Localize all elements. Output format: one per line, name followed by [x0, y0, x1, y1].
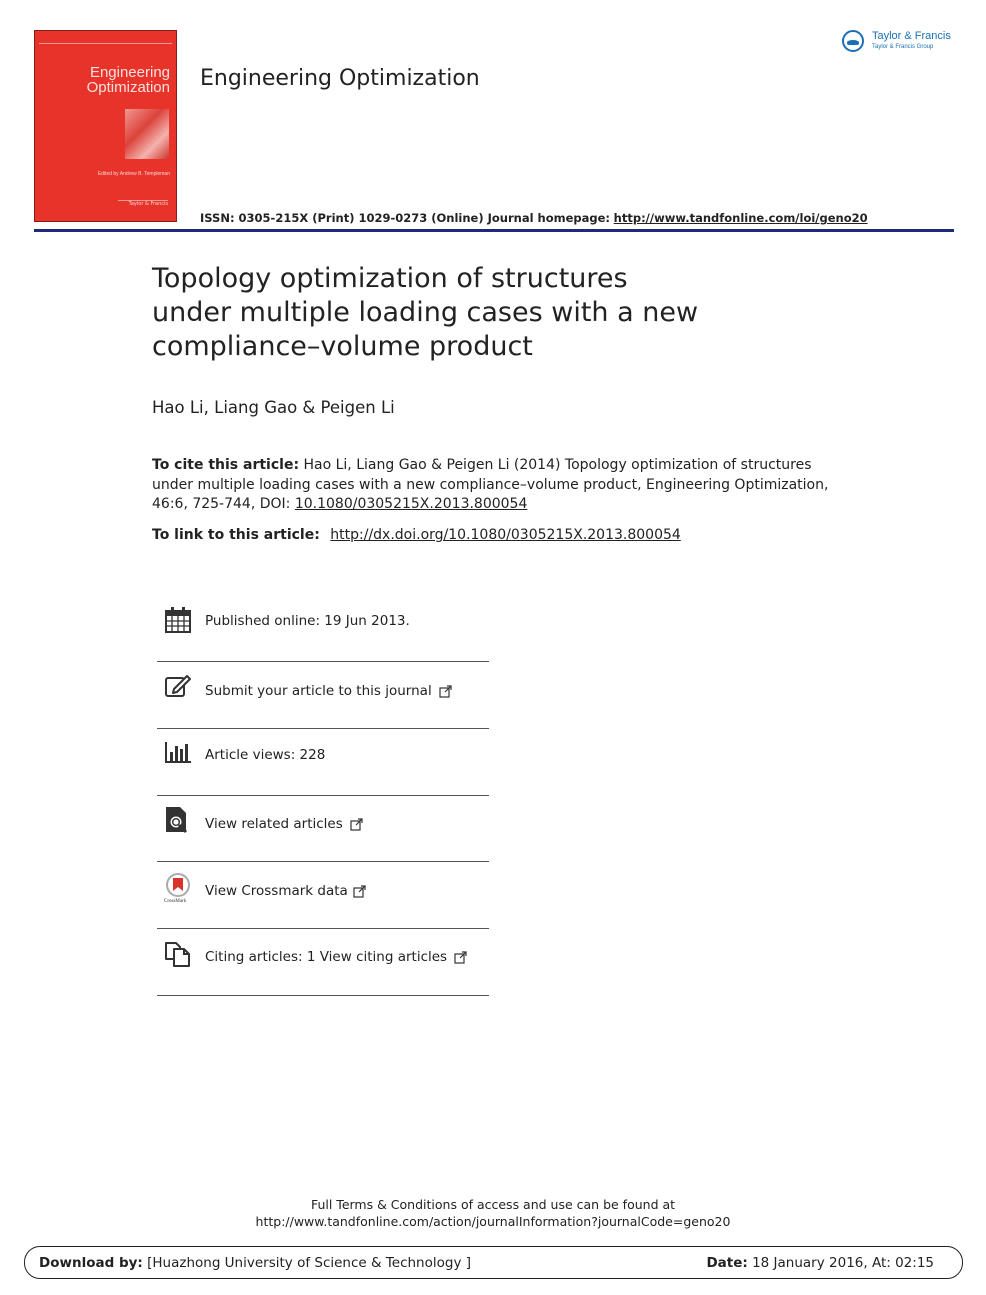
cover-top-bar: [39, 35, 172, 44]
cover-publisher-mark: Taylor & Francis: [118, 200, 168, 211]
citing-documents-icon: [164, 939, 192, 967]
download-by-label: Download by:: [39, 1255, 143, 1271]
article-title: [152, 262, 772, 364]
related-articles-row[interactable]: [157, 806, 489, 846]
taylor-francis-logo[interactable]: [842, 28, 962, 56]
cover-artwork: [125, 109, 169, 159]
citing-articles-row[interactable]: [157, 939, 489, 979]
cover-title: [45, 65, 170, 95]
edit-icon: [164, 672, 192, 700]
article-doi-link[interactable]: http://dx.doi.org/10.1080/0305215X.2013.800054: [330, 527, 681, 543]
citing-articles-label: Citing articles: 1 View citing articles: [205, 949, 448, 965]
publisher-name: Taylor & Francis: [872, 30, 951, 42]
submit-article-label: Submit your article to this journal: [205, 683, 432, 699]
header-divider: [34, 229, 954, 232]
publisher-subtitle: Taylor & Francis Group: [872, 44, 934, 50]
download-by-value: [Huazhong University of Science & Technology ]: [147, 1255, 471, 1271]
terms-and-conditions: [0, 1196, 986, 1230]
article-views-row: [157, 738, 489, 778]
crossmark-icon-label: CrossMark: [164, 899, 187, 904]
article-title-line3: compliance–volume product: [152, 331, 533, 362]
download-date-value: 18 January 2016, At: 02:15: [752, 1255, 934, 1271]
crossmark-row[interactable]: [157, 873, 489, 913]
bar-chart-icon: [164, 738, 192, 766]
related-articles-label: View related articles: [205, 816, 343, 832]
external-link-icon: [350, 818, 363, 831]
link-label: To link to this article:: [152, 527, 320, 543]
published-online-row: [157, 606, 489, 646]
download-date: [706, 1255, 934, 1271]
submit-article-link[interactable]: [205, 683, 452, 699]
cover-title-line2: Optimization: [86, 79, 170, 96]
external-link-icon: [439, 685, 452, 698]
cite-doi-link[interactable]: 10.1080/0305215X.2013.800054: [294, 496, 528, 512]
published-online-text: Published online: 19 Jun 2013.: [205, 613, 410, 629]
info-divider: [157, 728, 489, 729]
journal-homepage-link[interactable]: http://www.tandfonline.com/loi/geno20: [613, 211, 868, 225]
document-search-icon: [164, 806, 192, 834]
download-date-label: Date:: [706, 1255, 748, 1271]
info-divider: [157, 795, 489, 796]
info-divider: [157, 661, 489, 662]
citing-articles-link[interactable]: [205, 949, 467, 965]
external-link-icon: [353, 885, 366, 898]
terms-line1: Full Terms & Conditions of access and use can be found at: [310, 1197, 676, 1212]
publisher-logo-icon: [842, 30, 864, 52]
article-authors: Hao Li, Liang Gao & Peigen Li: [152, 398, 395, 417]
calendar-icon: [164, 606, 192, 634]
cover-title-line1: Engineering: [89, 64, 170, 81]
info-divider: [157, 995, 489, 996]
related-articles-link[interactable]: [205, 816, 363, 832]
cite-text: Hao Li, Liang Gao & Peigen Li (2014) Topology optimization of structures under multiple loading cases with a new compliance–volume product, Engineering Optimization, 46:6, 725-744, DOI:: [152, 457, 829, 512]
info-divider: [157, 928, 489, 929]
article-title-line1: Topology optimization of structures: [152, 263, 628, 294]
crossmark-link[interactable]: [205, 883, 366, 899]
citation-block: [152, 456, 832, 515]
cite-label: To cite this article:: [152, 457, 300, 473]
article-title-line2: under multiple loading cases with a new: [152, 297, 699, 328]
submit-article-row[interactable]: [157, 672, 489, 712]
info-divider: [157, 861, 489, 862]
download-info-bar: [24, 1246, 963, 1279]
crossmark-label: View Crossmark data: [205, 883, 348, 899]
issn-label: ISSN: 0305-215X (Print) 1029-0273 (Online) Journal homepage:: [200, 211, 611, 225]
article-views-text: Article views: 228: [205, 747, 326, 763]
issn-line: [200, 211, 868, 225]
journal-title: Engineering Optimization: [200, 66, 480, 91]
cover-editor: Edited by Andrew B. Templeman: [97, 171, 170, 177]
terms-url-link[interactable]: http://www.tandfonline.com/action/journalInformation?journalCode=geno20: [255, 1214, 731, 1229]
journal-cover-image: [34, 30, 177, 222]
download-by: [39, 1255, 471, 1271]
external-link-icon: [454, 951, 467, 964]
article-link-block: [152, 527, 681, 543]
